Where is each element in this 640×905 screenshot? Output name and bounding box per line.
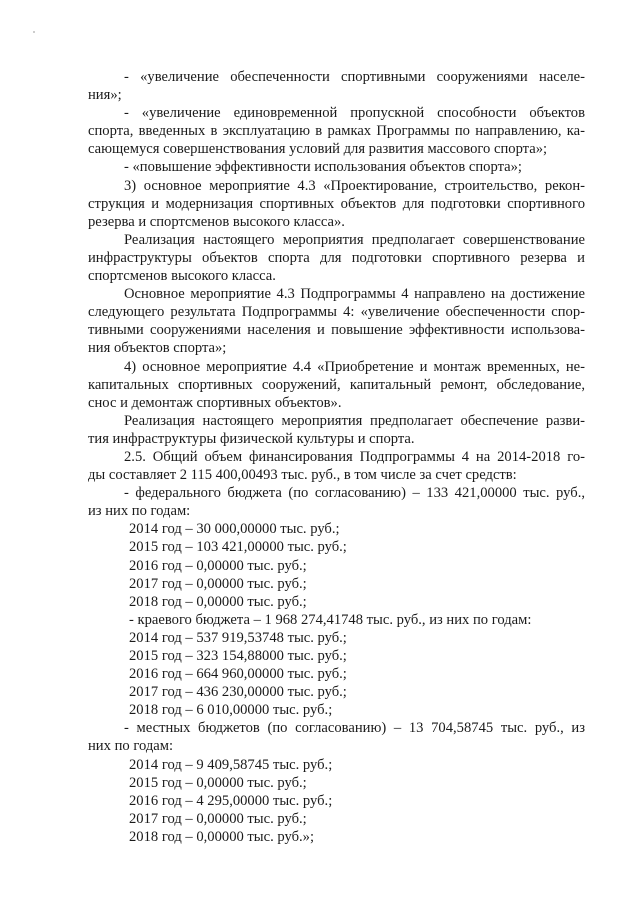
text-line: из них по годам: xyxy=(88,503,191,520)
paragraph xyxy=(88,104,585,158)
paragraph xyxy=(88,611,585,720)
paragraph xyxy=(88,448,585,484)
text-line: спортсменов высокого класса. xyxy=(88,268,276,285)
paragraph xyxy=(88,484,585,520)
text-line: - федерального бюджета (по согласованию) – 133 421,00000 тыс. руб., xyxy=(124,485,585,502)
paragraph xyxy=(88,68,585,104)
paragraph xyxy=(88,520,585,610)
text-line: Реализация настоящего мероприятия предполагает совершенствование xyxy=(124,231,585,248)
text-line: ния»; xyxy=(88,87,122,104)
paragraph xyxy=(88,358,585,412)
text-line: ды составляет 2 115 400,00493 тыс. руб., в том числе за счет средств: xyxy=(88,467,517,484)
document-body xyxy=(88,68,585,846)
text-line: 2016 год – 0,00000 тыс. руб.; xyxy=(129,557,307,574)
text-line: спорта, введенных в эксплуатацию в рамках Программы по направлению, ка- xyxy=(88,123,585,140)
text-line: - местных бюджетов (по согласованию) – 13 704,58745 тыс. руб., из xyxy=(124,720,585,737)
text-line: 2015 год – 323 154,88000 тыс. руб.; xyxy=(129,648,347,664)
text-line: 2016 год – 4 295,00000 тыс. руб.; xyxy=(129,792,333,809)
text-line: тивными сооружениями населения и повышение эффективности использова- xyxy=(88,322,585,339)
text-line: 2.5. Общий объем финансирования Подпрограммы 4 на 2014-2018 го- xyxy=(124,448,585,465)
text-line: 2015 год – 0,00000 тыс. руб.; xyxy=(129,774,307,791)
text-line: Основное мероприятие 4.3 Подпрограммы 4 направлено на достижение xyxy=(124,286,585,303)
text-line: следующего результата Подпрограммы 4: «увеличение обеспеченности спор- xyxy=(88,304,585,321)
text-line: 2016 год – 664 960,00000 тыс. руб.; xyxy=(129,666,347,683)
text-line: 2014 год – 537 919,53748 тыс. руб.; xyxy=(129,629,347,646)
text-line: снос и демонтаж спортивных объектов». xyxy=(88,394,342,411)
text-line: резерва и спортсменов высокого класса». xyxy=(88,213,345,230)
text-line: 2015 год – 103 421,00000 тыс. руб.; xyxy=(129,539,347,556)
text-line: 2017 год – 436 230,00000 тыс. руб.; xyxy=(129,684,347,701)
text-line: сающемуся совершенствования условий для развития массового спорта»; xyxy=(88,141,548,158)
text-line: 2017 год – 0,00000 тыс. руб.; xyxy=(129,810,307,827)
text-line: - «увеличение обеспеченности спортивными сооружениями населе- xyxy=(124,69,585,85)
text-line: - «увеличение единовременной пропускной способности объектов xyxy=(124,105,585,122)
text-line: 2018 год – 0,00000 тыс. руб.»; xyxy=(129,828,315,845)
paragraph xyxy=(88,756,585,846)
paragraph xyxy=(88,285,585,357)
scan-speck xyxy=(33,31,35,33)
text-line: 2014 год – 9 409,58745 тыс. руб.; xyxy=(129,756,333,773)
text-line: 2017 год – 0,00000 тыс. руб.; xyxy=(129,575,307,592)
text-line: 2018 год – 6 010,00000 тыс. руб.; xyxy=(129,702,333,719)
text-line: Реализация настоящего мероприятия предполагает обеспечение разви- xyxy=(124,412,585,429)
text-line: 2018 год – 0,00000 тыс. руб.; xyxy=(129,593,307,610)
text-line: тия инфраструктуры физической культуры и спорта. xyxy=(88,430,415,447)
text-line: них по годам: xyxy=(88,738,174,755)
paragraph xyxy=(88,231,585,285)
text-line: 3) основное мероприятие 4.3 «Проектирование, строительство, рекон- xyxy=(124,177,585,194)
paragraph xyxy=(88,412,585,448)
text-line: - краевого бюджета – 1 968 274,41748 тыс. руб., из них по годам: xyxy=(129,611,532,628)
text-line: инфраструктуры объектов спорта для подготовки спортивного резерва и xyxy=(88,249,585,266)
paragraph xyxy=(88,719,585,755)
paragraph xyxy=(88,158,585,176)
text-line: 4) основное мероприятие 4.4 «Приобретение и монтаж временных, не- xyxy=(124,358,585,375)
paragraph xyxy=(88,177,585,231)
text-line: капитальных спортивных сооружений, капитальный ремонт, обследование, xyxy=(88,376,585,393)
text-line: ния объектов спорта»; xyxy=(88,340,227,357)
text-line: - «повышение эффективности использования объектов спорта»; xyxy=(124,159,522,176)
text-line: 2014 год – 30 000,00000 тыс. руб.; xyxy=(129,521,340,538)
text-line: струкция и модернизация спортивных объектов для подготовки спортивного xyxy=(88,195,585,212)
